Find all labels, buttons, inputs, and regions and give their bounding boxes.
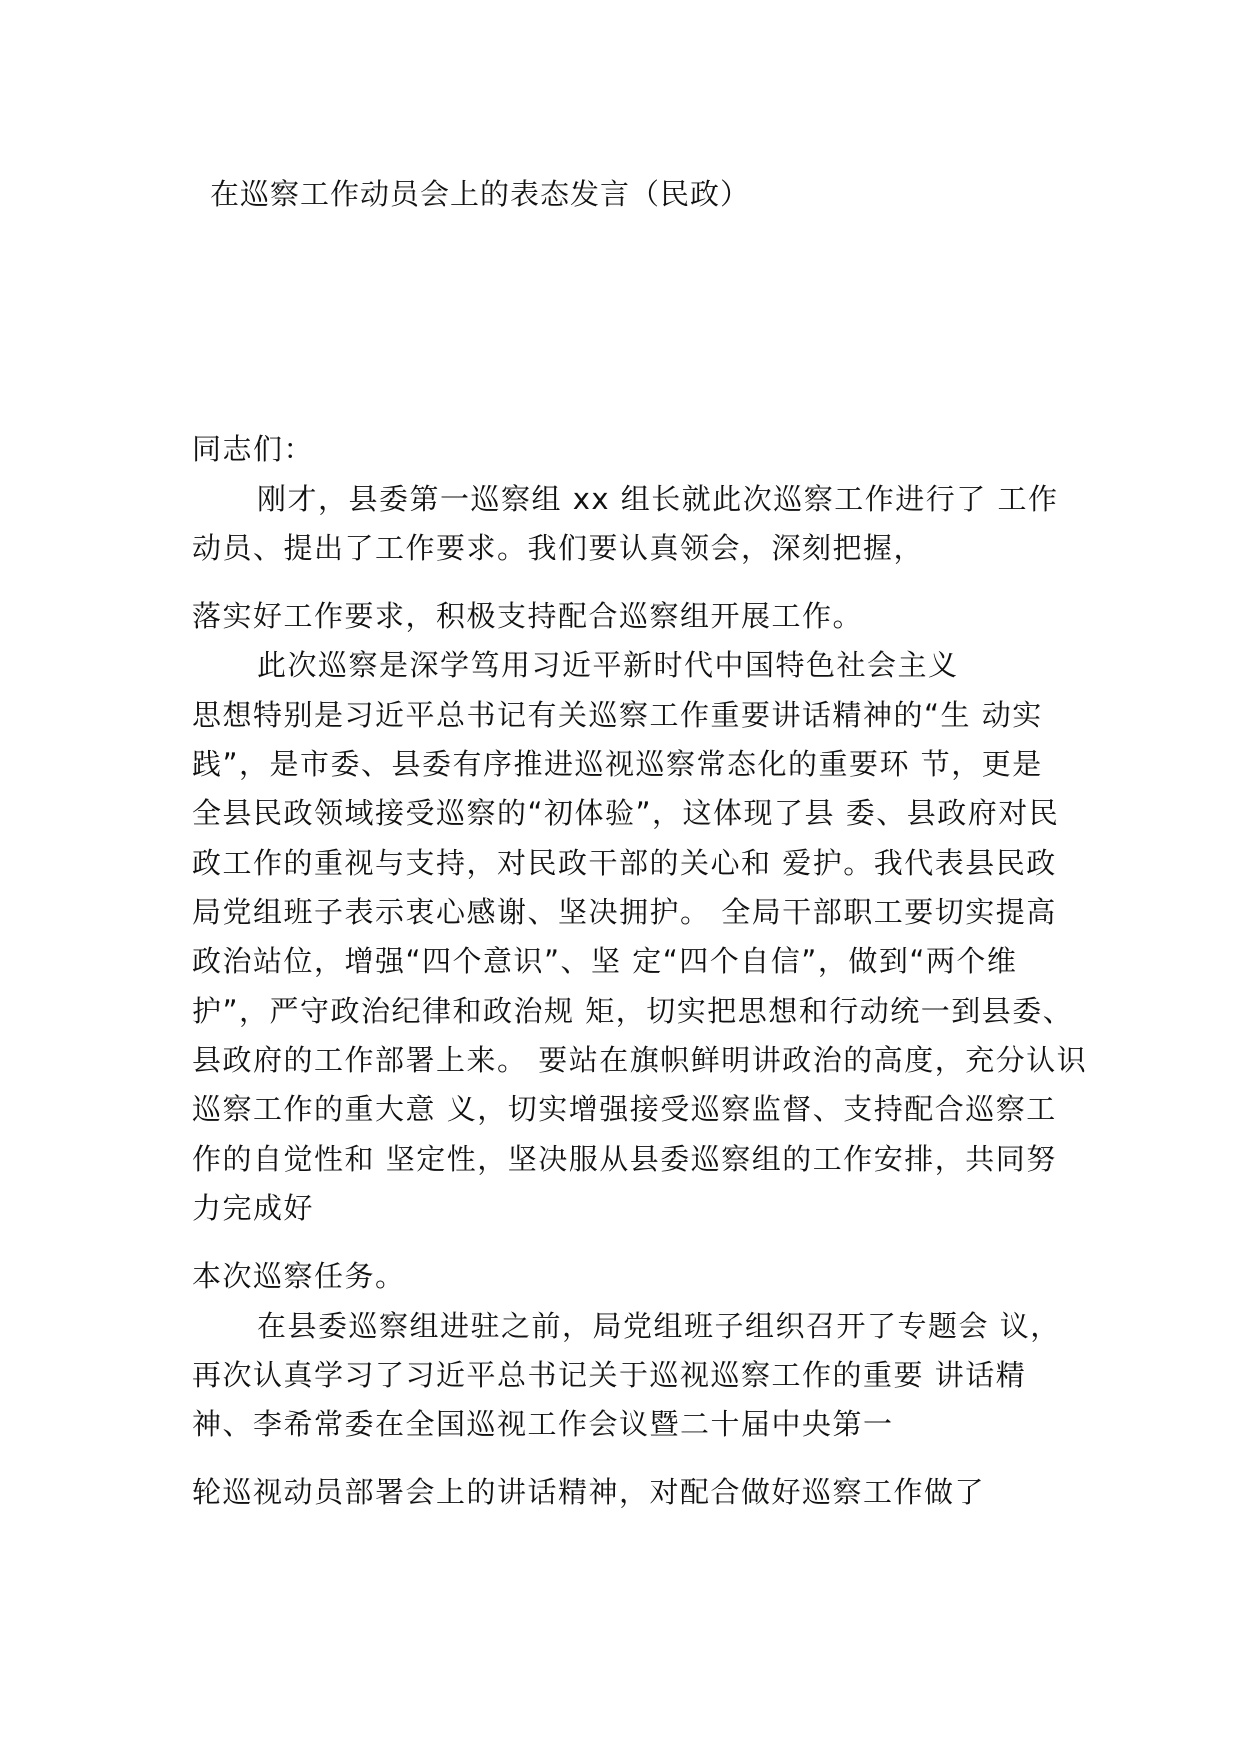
paragraph-line: 此次巡察是深学笃用习近平新时代中国特色社会主义 [257,648,959,682]
salutation-line: 同志们： [192,432,315,466]
paragraph-line: 再次认真学习了习近平总书记关于巡视巡察工作的重要 讲话精 [192,1358,1027,1392]
paragraph-line: 作的自觉性和 坚定性，坚决服从县委巡察组的工作安排，共同努 [192,1142,1057,1176]
paragraph-line: 思想特别是习近平总书记有关巡察工作重要讲话精神的“生 动实 [192,698,1043,732]
paragraph-line: 落实好工作要求，积极支持配合巡察组开展工作。 [192,599,864,633]
paragraph-line: 政治站位，增强“四个意识”、坚 定“四个自信”，做到“两个维 [192,944,1018,978]
paragraph-line: 政工作的重视与支持，对民政干部的关心和 爱护。我代表县民政 [192,846,1057,880]
paragraph-line: 轮巡视动员部署会上的讲话精神，对配合做好巡察工作做了 [192,1475,986,1509]
paragraph-line: 巡察工作的重大意 义，切实增强接受巡察监督、支持配合巡察工 [192,1092,1057,1126]
paragraph-line: 神、李希常委在全国巡视工作会议暨二十届中央第一 [192,1407,894,1441]
paragraph-line: 全县民政领域接受巡察的“初体验”，这体现了县 委、县政府对民 [192,796,1060,830]
paragraph-line: 力完成好 [192,1191,315,1225]
paragraph-line: 刚才，县委第一巡察组 xx 组长就此次巡察工作进行了 工作 [257,482,1059,516]
paragraph-line: 在县委巡察组进驻之前，局党组班子组织召开了专题会 议， [257,1309,1061,1343]
paragraph-line: 护”，严守政治纪律和政治规 矩，切实把思想和行动统一到县委、 [192,994,1074,1028]
paragraph-line: 本次巡察任务。 [192,1259,406,1293]
paragraph-line: 局党组班子表示衷心感谢、坚决拥护。 全局干部职工要切实提高 [192,895,1057,929]
paragraph-line: 践”，是市委、县委有序推进巡视巡察常态化的重要环 节，更是 [192,747,1043,781]
paragraph-line: 动员、提出了工作要求。我们要认真领会，深刻把握， [192,531,925,565]
paragraph-line: 县政府的工作部署上来。 要站在旗帜鲜明讲政治的高度，充分认识 [192,1043,1088,1077]
document-title: 在巡察工作动员会上的表态发言（民政） [210,177,751,211]
